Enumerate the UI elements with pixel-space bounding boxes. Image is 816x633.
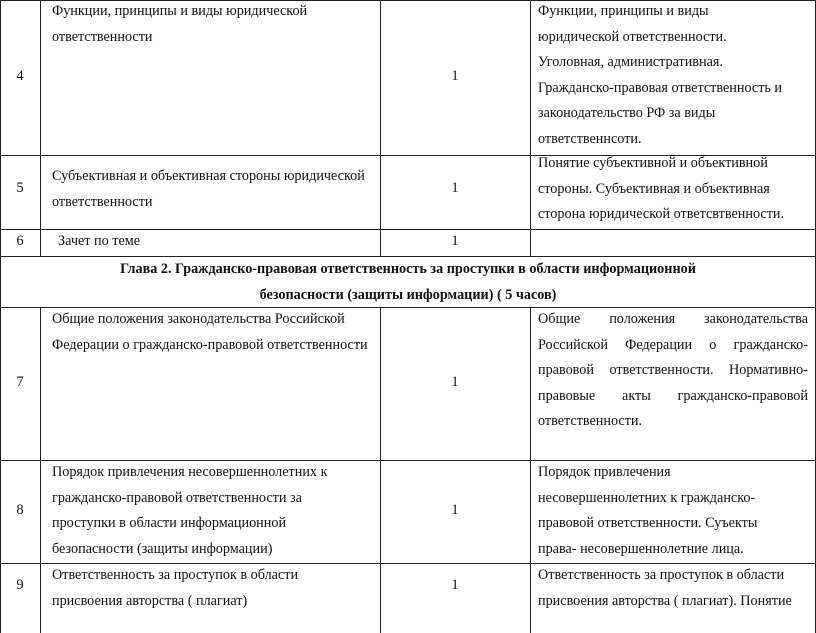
- row-content: [538, 307, 808, 435]
- content-line: права- несовершеннолетние лица.: [538, 540, 744, 557]
- topic-line: проступки в области информационной: [52, 515, 287, 531]
- topic-line: ответственности: [52, 28, 153, 45]
- content-line: Ответственность за проступок в области: [538, 567, 785, 583]
- topic-line: гражданско-правовой ответственности за: [52, 489, 302, 506]
- topic-line: Ответственность за проступок в области: [52, 567, 299, 583]
- row-topic: [58, 229, 140, 255]
- row-topic: [52, 307, 368, 358]
- content-line: правовой ответственности. Суъекты: [538, 515, 758, 531]
- topic-line: Федерации о гражданско-правовой ответственности: [52, 336, 368, 353]
- topic-line: Порядок привлечения несовершеннолетних к: [52, 464, 328, 480]
- row-hours: 1: [451, 233, 459, 249]
- topic-line: ответственности: [52, 193, 153, 210]
- row-number: 6: [16, 233, 24, 249]
- row-hours: 1: [451, 374, 459, 390]
- row-hours: 1: [451, 180, 459, 196]
- content-line: ответственнсоти.: [538, 130, 642, 147]
- content-line: ответственности.: [538, 413, 643, 429]
- row-content: [538, 563, 792, 614]
- row-hours: 1: [451, 68, 459, 84]
- row-topic: [52, 460, 327, 562]
- row-content: [538, 151, 784, 228]
- content-line: Гражданско-правовая ответственность и: [538, 79, 782, 96]
- content-line: правовые акты гражданско-правовой: [538, 387, 808, 404]
- row-number: 5: [16, 180, 24, 196]
- row-topic: [52, 164, 365, 215]
- content-line: Российской Федерации о гражданско-: [538, 336, 808, 353]
- content-line: законодательство РФ за виды: [538, 105, 716, 121]
- chapter-heading: [0, 257, 816, 308]
- row-number: 8: [16, 502, 24, 518]
- topic-line: присвоения авторства ( плагиат): [52, 592, 248, 609]
- content-line: Понятие субъективной и объективной: [538, 155, 768, 171]
- topic-line: Зачет по теме: [58, 233, 141, 249]
- content-line: Общие положения законодательства: [538, 311, 808, 327]
- row-content: [538, 0, 782, 152]
- row-number: 4: [16, 68, 24, 84]
- chapter-line: безопасности (защиты информации) ( 5 часов): [259, 286, 557, 303]
- content-line: присвоения авторства ( плагиат). Понятие: [538, 592, 792, 609]
- topic-line: Субъективная и объективная стороны юридической: [52, 168, 365, 184]
- row-hours: 1: [451, 577, 459, 593]
- row-number: 7: [16, 374, 24, 390]
- row-hours: 1: [451, 502, 459, 518]
- row-topic: [52, 563, 298, 614]
- content-line: Функции, принципы и виды: [538, 3, 709, 19]
- content-line: правовой ответственности. Нормативно-: [538, 362, 808, 378]
- content-line: стороны. Субъективная и объективная: [538, 180, 770, 197]
- content-line: несовершеннолетних к гражданско-: [538, 489, 756, 506]
- content-line: сторона юридической ответсвтвенности.: [538, 206, 785, 222]
- content-line: Порядок привлечения: [538, 464, 671, 480]
- row-topic: [52, 0, 307, 50]
- chapter-line: Глава 2. Гражданско-правовая ответственность за проступки в области информационной: [120, 261, 696, 277]
- topic-line: Общие положения законодательства Российской: [52, 311, 345, 327]
- topic-line: Функции, принципы и виды юридической: [52, 3, 308, 19]
- row-content: [538, 460, 757, 562]
- topic-line: безопасности (защиты информации): [52, 540, 273, 557]
- content-line: юридической ответственности.: [538, 28, 727, 45]
- content-line: Уголовная, административная.: [538, 54, 723, 70]
- row-number: 9: [16, 577, 24, 593]
